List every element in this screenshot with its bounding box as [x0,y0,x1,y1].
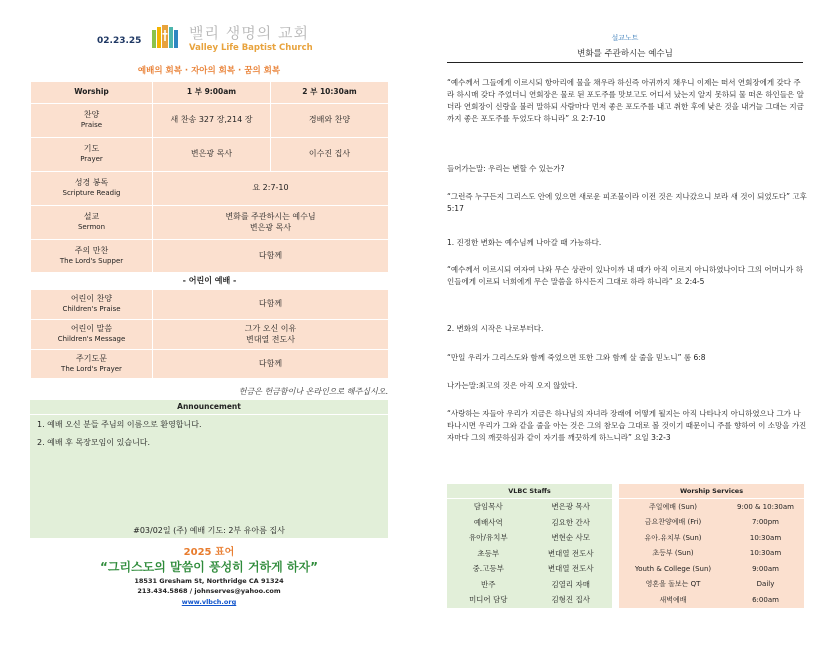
staff-name: 김요한 간사 [530,515,613,531]
first-service-header: 1 부 9:00am [153,82,271,104]
worship-row-sermon [31,206,389,240]
second-service-cell: 이수진 집사 [271,138,389,172]
service-time: 7:00pm [727,515,804,531]
table-row [619,592,804,608]
church-name-english: Valley Life Baptist Church [189,43,313,53]
second-service-cell: 경배와 찬양 [271,104,389,138]
merged-cell: 다함께 [153,350,389,379]
row-label: 어린이 찬양 Children's Praise [31,290,153,320]
sermon-notes-label: 설교노트 [611,34,639,42]
service-time: 10:30am [727,546,804,562]
announcement-item: 2. 예배 후 목장모임이 있습니다. [37,438,151,447]
message-title: 그가 오신 이유 [244,323,297,333]
table-row [447,546,612,562]
merged-cell: 다함께 [153,240,389,273]
church-contact: 213.434.5868 / johnserves@yahoo.com [137,587,281,595]
worship-row-scripture [31,172,389,206]
kids-row-praise [31,290,389,320]
staff-role: 담임목사 [447,499,530,515]
kids-row-message [31,320,389,350]
merged-cell [153,320,389,350]
worship-col-header: Worship [31,82,153,104]
first-service-cell: 변은광 목사 [153,138,271,172]
offering-note: 헌금은 헌금함이나 온라인으로 해주십시오. [238,387,388,396]
next-prayer-note: #03/02일 (주) 예배 기도: 2부 유아름 집사 [133,526,285,535]
worship-order-table [30,81,389,379]
row-label: 주의 만찬 The Lord's Supper [31,240,153,273]
sermon-title: 변화를 주관하시는 예수님 [225,211,316,221]
church-name-korean: 밸리 생명의 교회 [189,24,309,42]
staff-table-title: VLBC Staffs [447,484,612,499]
church-motto: 예배의 회복 · 자아의 회복 · 꿈의 회복 [137,66,281,76]
service-name: 영혼을 돌보는 QT [619,577,727,593]
table-row [619,546,804,562]
kids-row-lords-prayer [31,350,389,379]
staff-table [447,484,612,608]
table-row [619,515,804,531]
merged-cell [153,206,389,240]
service-name: 유아.유치부 (Sun) [619,530,727,546]
announcement-title: Announcement [30,402,388,415]
table-row [447,499,612,515]
staff-name: 변은광 목사 [530,499,613,515]
row-label: 설교 Sermon [31,206,153,240]
staff-role: 반주 [447,577,530,593]
table-row [447,515,612,531]
table-row [619,561,804,577]
table-row [619,530,804,546]
service-time: Daily [727,577,804,593]
worship-row-prayer [31,138,389,172]
service-time: 6:00am [727,592,804,608]
row-label: 성경 봉독 Scripture Readig [31,172,153,206]
staff-name: 김열리 자매 [530,577,613,593]
sermon-paragraph: “예수께서 이르시되 여자여 나와 무슨 상관이 있나이까 내 때가 아직 이르지 아니하였나이다 그의 어머니가 하인들에게 이르되 너희에게 무슨 말씀을 하시든지 그대로 하라 하니라” 요 2:4-5 [447,265,804,287]
merged-cell: 요 2:7-10 [153,172,389,206]
messenger: 변대열 전도사 [246,334,295,344]
sermon-paragraph: “사랑하는 자들아 우리가 지금은 하나님의 자녀라 장래에 어떻게 될지는 아직 나타나지 아니하였으나 그가 나타나시면 우리가 그와 같을 줄을 아는 것은 그의 참모습 그대로 볼 것이기 때문이니 주를 향하여 이 소망을 가진 자마다 그의 깨끗하심과 같이 자기를 깨끗하게 하느니라” 요일 3:2-3 [447,409,807,443]
staff-role: 미디어 담당 [447,592,530,608]
church-address: 18531 Gresham St, Northridge CA 91324 [134,577,284,585]
service-name: 주일예배 (Sun) [619,499,727,515]
staff-name: 변대열 전도사 [530,546,613,562]
service-name: Youth & College (Sun) [619,561,727,577]
staff-role: 중.고등부 [447,561,530,577]
worship-row-lords-supper [31,240,389,273]
merged-cell: 다함께 [153,290,389,320]
staff-role: 유아/유치부 [447,530,530,546]
staff-role: 초등부 [447,546,530,562]
sermon-paragraph: 들어가는말: 우리는 변할 수 있는가? [447,164,565,173]
staff-name: 김형진 집사 [530,592,613,608]
sermon-paragraph: 나가는말:최고의 것은 아직 오지 않았다. [447,381,578,390]
table-row [447,561,612,577]
church-logo-icon [150,24,180,50]
service-time: 9:00am [727,561,804,577]
sermon-paragraph: 2. 변화의 시작은 나로부터다. [447,324,544,333]
table-row [619,499,804,515]
first-service-cell: 새 찬송 327 장,214 장 [153,104,271,138]
sermon-paragraph: “만일 우리가 그리스도와 함께 죽었으면 또한 그와 함께 살 줄을 믿노니” 롬 6:8 [447,353,706,362]
table-row [447,530,612,546]
bulletin-date: 02.23.25 [97,36,142,46]
service-time: 10:30am [727,530,804,546]
sermon-paragraph: 1. 진정한 변화는 예수님께 나아갈 때 가능하다. [447,238,602,247]
service-time: 9:00 & 10:30am [727,499,804,515]
church-website-link[interactable]: www.vlbch.org [181,598,237,606]
service-name: 새벽예배 [619,592,727,608]
sermon-notes-title: 변화를 주관하시는 예수님 [447,47,803,63]
year-theme-label: 2025 표어 [183,547,235,558]
sermon-paragraph: “예수께서 그들에게 이르시되 항아리에 물을 채우라 하신즉 아귀까지 채우니 이제는 떠서 연회장에게 갖다 주라 하시매 갖다 주었더니 연회장은 물로 된 포도주를 맛보고도 어디서 났는지 알지 못하되 물 떠온 하인들은 알더라 연회장이 신랑을 불러 말하되 사람마다 먼저 좋은 포도주를 내고 취한 후에 낮은 것을 내거늘 그대는 지금까지 좋은 포도주를 두었도다 하니라” 요 2:7-10 [447,78,804,124]
row-label: 찬양 Praise [31,104,153,138]
preacher: 변은광 목사 [249,222,292,232]
service-name: 초등부 (Sun) [619,546,727,562]
services-table-title: Worship Services [619,484,804,499]
second-service-header: 2 부 10:30am [271,82,389,104]
row-label: 어린이 말씀 Children's Message [31,320,153,350]
sermon-paragraph: “그런즉 누구든지 그리스도 안에 있으면 새로운 피조물이라 이전 것은 지나갔으니 보라 새 것이 되었도다” 고후 5:17 [447,192,807,214]
table-row [619,577,804,593]
year-theme: “그리스도의 말씀이 풍성히 거하게 하자” [100,560,318,574]
staff-name: 변대열 전도사 [530,561,613,577]
row-label: 기도 Prayer [31,138,153,172]
service-name: 금요찬양예배 (Fri) [619,515,727,531]
staff-name: 변현순 사모 [530,530,613,546]
row-label: 주기도문 The Lord's Prayer [31,350,153,379]
table-row [447,592,612,608]
staff-role: 예배사역 [447,515,530,531]
worship-row-praise [31,104,389,138]
worship-services-table [619,484,804,608]
table-row [447,577,612,593]
announcement-item: 1. 예배 오신 분들 주님의 이름으로 환영합니다. [37,420,202,429]
children-worship-header: - 어린이 예배 - [31,273,389,290]
